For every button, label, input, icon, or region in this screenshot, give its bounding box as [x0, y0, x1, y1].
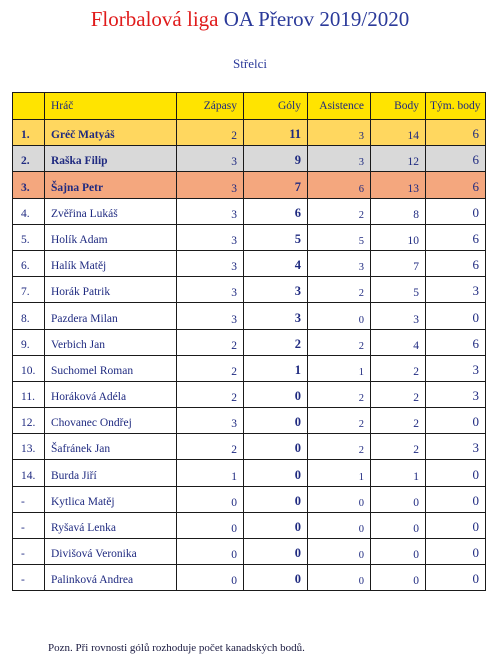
team-points-cell: 0 [426, 460, 486, 486]
matches-cell: 0 [177, 539, 244, 565]
table-row [13, 172, 486, 198]
team-points-cell: 3 [426, 355, 486, 381]
row-rank: 12. [13, 408, 45, 434]
points-cell: 2 [371, 381, 426, 407]
goals-cell: 9 [244, 146, 308, 172]
goals-cell: 0 [244, 486, 308, 512]
row-rank: 13. [13, 434, 45, 460]
points-cell: 0 [371, 565, 426, 591]
assists-cell: 3 [308, 146, 371, 172]
team-points-cell: 6 [426, 172, 486, 198]
table-row [13, 486, 486, 512]
team-points-cell: 6 [426, 250, 486, 276]
row-rank: 5. [13, 224, 45, 250]
points-cell: 12 [371, 146, 426, 172]
scorers-table [12, 92, 486, 591]
player-name: Pazdera Milan [45, 303, 177, 329]
matches-cell: 3 [177, 250, 244, 276]
player-name: Palinková Andrea [45, 565, 177, 591]
assists-cell: 0 [308, 565, 371, 591]
player-name: Chovanec Ondřej [45, 408, 177, 434]
matches-cell: 3 [177, 146, 244, 172]
player-name: Halík Matěj [45, 250, 177, 276]
points-cell: 1 [371, 460, 426, 486]
assists-cell: 1 [308, 460, 371, 486]
goals-cell: 6 [244, 198, 308, 224]
assists-cell: 2 [308, 277, 371, 303]
table-row [13, 277, 486, 303]
team-points-cell: 0 [426, 539, 486, 565]
assists-cell: 2 [308, 329, 371, 355]
row-rank: 9. [13, 329, 45, 355]
player-name: Zvěřina Lukáš [45, 198, 177, 224]
player-name: Suchomel Roman [45, 355, 177, 381]
player-name: Gréč Matyáš [45, 120, 177, 146]
col-header-matches: Zápasy [177, 93, 244, 120]
assists-cell: 6 [308, 172, 371, 198]
matches-cell: 3 [177, 198, 244, 224]
goals-cell: 1 [244, 355, 308, 381]
assists-cell: 3 [308, 120, 371, 146]
table-row [13, 250, 486, 276]
table-row [13, 198, 486, 224]
points-cell: 10 [371, 224, 426, 250]
player-name: Horáková Adéla [45, 381, 177, 407]
table-row [13, 512, 486, 538]
goals-cell: 0 [244, 381, 308, 407]
matches-cell: 1 [177, 460, 244, 486]
matches-cell: 3 [177, 224, 244, 250]
team-points-cell: 0 [426, 408, 486, 434]
points-cell: 8 [371, 198, 426, 224]
row-rank: - [13, 539, 45, 565]
row-rank: 11. [13, 381, 45, 407]
goals-cell: 0 [244, 460, 308, 486]
table-row [13, 381, 486, 407]
table-row [13, 434, 486, 460]
title-school-season: OA Přerov 2019/2020 [223, 7, 410, 31]
matches-cell: 0 [177, 565, 244, 591]
table-row [13, 408, 486, 434]
matches-cell: 3 [177, 172, 244, 198]
team-points-cell: 6 [426, 146, 486, 172]
col-header-rank [13, 93, 45, 120]
matches-cell: 3 [177, 303, 244, 329]
player-name: Kytlica Matěj [45, 486, 177, 512]
points-cell: 2 [371, 408, 426, 434]
goals-cell: 3 [244, 277, 308, 303]
table-row [13, 460, 486, 486]
row-rank: - [13, 565, 45, 591]
points-cell: 4 [371, 329, 426, 355]
goals-cell: 0 [244, 539, 308, 565]
table-row [13, 539, 486, 565]
team-points-cell: 0 [426, 486, 486, 512]
points-cell: 2 [371, 434, 426, 460]
title-league: Florbalová liga [90, 7, 224, 31]
assists-cell: 0 [308, 512, 371, 538]
assists-cell: 2 [308, 434, 371, 460]
table-row [13, 355, 486, 381]
table-row [13, 120, 486, 146]
points-cell: 0 [371, 539, 426, 565]
col-header-assists: Asistence [308, 93, 371, 120]
player-name: Holík Adam [45, 224, 177, 250]
matches-cell: 2 [177, 355, 244, 381]
page-title [0, 6, 500, 32]
matches-cell: 3 [177, 277, 244, 303]
team-points-cell: 3 [426, 381, 486, 407]
assists-cell: 2 [308, 198, 371, 224]
row-rank: 4. [13, 198, 45, 224]
points-cell: 0 [371, 512, 426, 538]
row-rank: - [13, 486, 45, 512]
matches-cell: 2 [177, 434, 244, 460]
table-row [13, 146, 486, 172]
assists-cell: 2 [308, 381, 371, 407]
matches-cell: 0 [177, 486, 244, 512]
row-rank: - [13, 512, 45, 538]
row-rank: 14. [13, 460, 45, 486]
player-name: Raška Filip [45, 146, 177, 172]
team-points-cell: 0 [426, 512, 486, 538]
goals-cell: 11 [244, 120, 308, 146]
team-points-cell: 0 [426, 565, 486, 591]
table-row [13, 565, 486, 591]
assists-cell: 3 [308, 250, 371, 276]
assists-cell: 5 [308, 224, 371, 250]
player-name: Horák Patrik [45, 277, 177, 303]
table-row [13, 329, 486, 355]
team-points-cell: 6 [426, 224, 486, 250]
player-name: Burda Jiří [45, 460, 177, 486]
points-cell: 2 [371, 355, 426, 381]
goals-cell: 0 [244, 434, 308, 460]
goals-cell: 0 [244, 512, 308, 538]
row-rank: 2. [13, 146, 45, 172]
goals-cell: 0 [244, 408, 308, 434]
player-name: Šajna Petr [45, 172, 177, 198]
assists-cell: 0 [308, 486, 371, 512]
row-rank: 8. [13, 303, 45, 329]
goals-cell: 3 [244, 303, 308, 329]
assists-cell: 1 [308, 355, 371, 381]
points-cell: 14 [371, 120, 426, 146]
points-cell: 3 [371, 303, 426, 329]
points-cell: 5 [371, 277, 426, 303]
team-points-cell: 0 [426, 198, 486, 224]
goals-cell: 4 [244, 250, 308, 276]
col-header-player: Hráč [45, 93, 177, 120]
goals-cell: 0 [244, 565, 308, 591]
player-name: Verbich Jan [45, 329, 177, 355]
team-points-cell: 6 [426, 120, 486, 146]
footnote: Pozn. Při rovnosti gólů rozhoduje počet kanadských bodů. [48, 642, 305, 654]
matches-cell: 2 [177, 329, 244, 355]
points-cell: 0 [371, 486, 426, 512]
matches-cell: 3 [177, 408, 244, 434]
player-name: Divišová Veronika [45, 539, 177, 565]
row-rank: 10. [13, 355, 45, 381]
matches-cell: 2 [177, 381, 244, 407]
table-subtitle: Střelci [233, 56, 267, 71]
table-row [13, 224, 486, 250]
matches-cell: 2 [177, 120, 244, 146]
points-cell: 13 [371, 172, 426, 198]
col-header-points: Body [371, 93, 426, 120]
matches-cell: 0 [177, 512, 244, 538]
goals-cell: 7 [244, 172, 308, 198]
col-header-goals: Góly [244, 93, 308, 120]
table-header-row [13, 93, 486, 120]
row-rank: 1. [13, 120, 45, 146]
team-points-cell: 3 [426, 277, 486, 303]
team-points-cell: 0 [426, 303, 486, 329]
team-points-cell: 3 [426, 434, 486, 460]
assists-cell: 0 [308, 539, 371, 565]
row-rank: 7. [13, 277, 45, 303]
player-name: Šafránek Jan [45, 434, 177, 460]
col-header-team-points: Tým. body [426, 93, 486, 120]
assists-cell: 2 [308, 408, 371, 434]
team-points-cell: 6 [426, 329, 486, 355]
row-rank: 6. [13, 250, 45, 276]
player-name: Ryšavá Lenka [45, 512, 177, 538]
row-rank: 3. [13, 172, 45, 198]
points-cell: 7 [371, 250, 426, 276]
assists-cell: 0 [308, 303, 371, 329]
goals-cell: 2 [244, 329, 308, 355]
goals-cell: 5 [244, 224, 308, 250]
table-row [13, 303, 486, 329]
